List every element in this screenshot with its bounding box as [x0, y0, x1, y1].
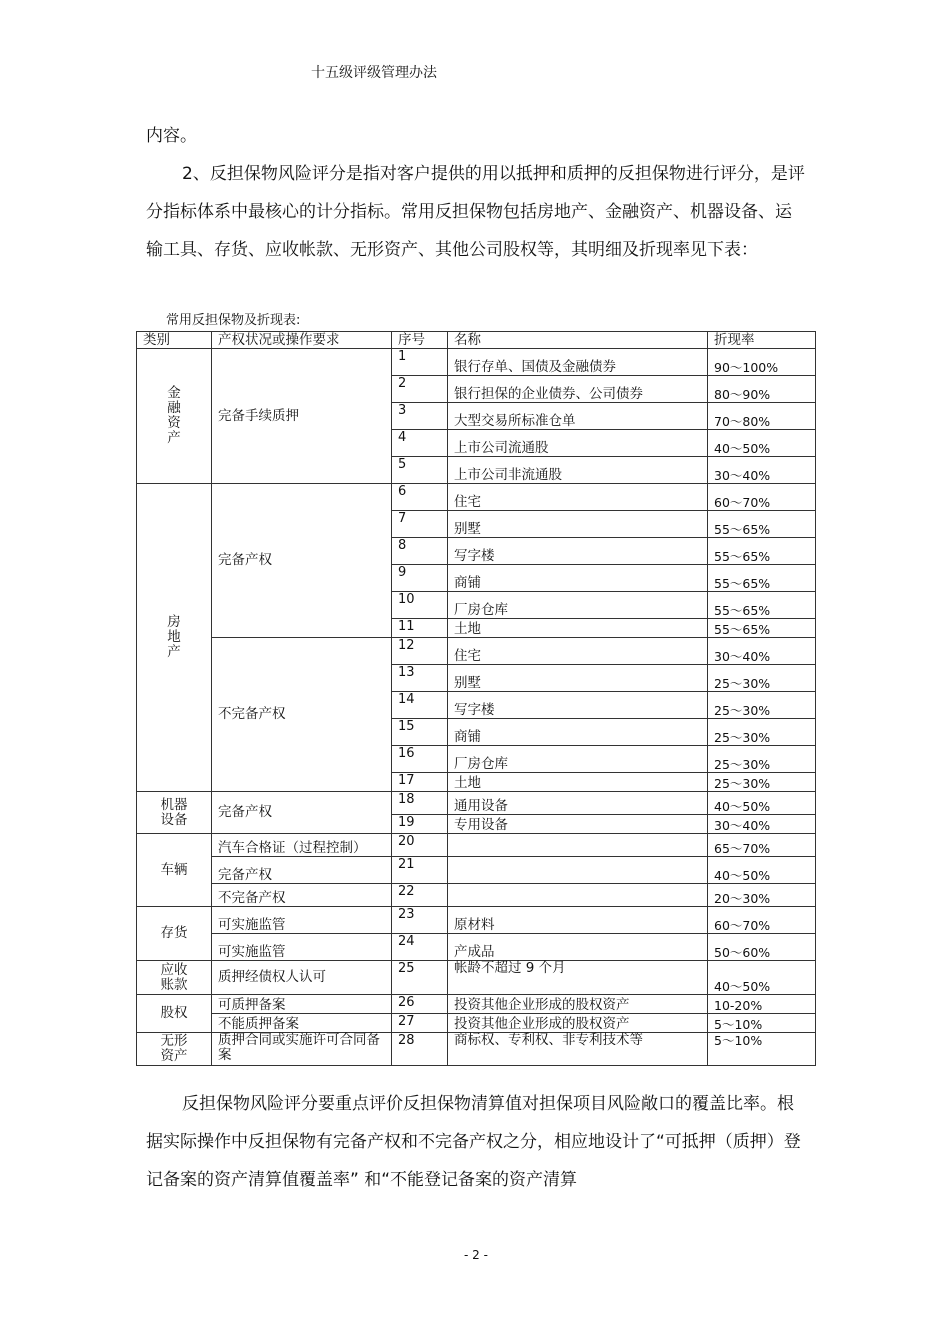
row-number: 17: [392, 773, 448, 792]
row-rate: 5～10%: [708, 1014, 816, 1033]
row-name: 写字楼: [448, 692, 708, 719]
category-intangible: 无形资产: [137, 1033, 212, 1066]
counter-guarantee-table: [136, 331, 816, 1066]
row-name: [448, 834, 708, 857]
row-rate: 55～65%: [708, 592, 816, 619]
table-row: [137, 961, 816, 995]
header-requirement: 产权状况或操作要求: [212, 332, 392, 349]
row-rate: 40～50%: [708, 792, 816, 815]
row-number: 14: [392, 692, 448, 719]
row-rate: 25～30%: [708, 773, 816, 792]
row-name: 帐龄不超过 9 个月: [448, 961, 708, 995]
row-name: 通用设备: [448, 792, 708, 815]
row-name: 厂房仓库: [448, 746, 708, 773]
paragraph-continuation: 内容。: [146, 126, 197, 146]
page-header: 十五级评级管理办法: [311, 65, 437, 81]
row-name: 写字楼: [448, 538, 708, 565]
row-name: 土地: [448, 773, 708, 792]
row-number: 13: [392, 665, 448, 692]
row-number: 25: [392, 961, 448, 995]
row-rate: 5～10%: [708, 1033, 816, 1066]
requirement-equity-1: 可质押备案: [212, 995, 392, 1014]
row-rate: 50～60%: [708, 934, 816, 961]
table-row: [137, 857, 816, 884]
row-name: 专用设备: [448, 815, 708, 834]
row-number: 9: [392, 565, 448, 592]
table-row: [137, 638, 816, 665]
row-number: 2: [392, 376, 448, 403]
row-name: [448, 857, 708, 884]
row-number: 3: [392, 403, 448, 430]
row-number: 8: [392, 538, 448, 565]
category-equity: 股权: [137, 995, 212, 1033]
row-rate: 60～70%: [708, 907, 816, 934]
row-name: 别墅: [448, 511, 708, 538]
row-number: 28: [392, 1033, 448, 1066]
category-realestate: 房地产: [137, 484, 212, 792]
category-receivable: 应收账款: [137, 961, 212, 995]
row-number: 20: [392, 834, 448, 857]
table-row: [137, 995, 816, 1014]
row-name: 别墅: [448, 665, 708, 692]
row-rate: 55～65%: [708, 511, 816, 538]
requirement-vehicle-full: 完备产权: [212, 857, 392, 884]
row-rate: 90～100%: [708, 349, 816, 376]
row-rate: 20～30%: [708, 884, 816, 907]
row-rate: 55～65%: [708, 538, 816, 565]
requirement-vehicle-cert: 汽车合格证（过程控制）: [212, 834, 392, 857]
row-name: 大型交易所标准仓单: [448, 403, 708, 430]
category-vehicle: 车辆: [137, 834, 212, 907]
requirement-equity-2: 不能质押备案: [212, 1014, 392, 1033]
row-number: 22: [392, 884, 448, 907]
paragraph-coverage-ratio: 反担保物风险评分要重点评价反担保物清算值对担保项目风险敞口的覆盖比率。根据实际操作中反担保物有完备产权和不完备产权之分，相应地设计了“可抵押（质押）登记备案的资产清算值覆盖率” 和“不能登记备案的资产清算: [146, 1094, 801, 1190]
requirement-pledge: 完备手续质押: [212, 349, 392, 484]
table-row: [137, 484, 816, 511]
row-name: 厂房仓库: [448, 592, 708, 619]
table-row: [137, 907, 816, 934]
row-name: 上市公司流通股: [448, 430, 708, 457]
row-number: 5: [392, 457, 448, 484]
category-inventory: 存货: [137, 907, 212, 961]
row-number: 11: [392, 619, 448, 638]
row-rate: 70～80%: [708, 403, 816, 430]
row-number: 1: [392, 349, 448, 376]
table-row: [137, 349, 816, 376]
row-number: 23: [392, 907, 448, 934]
row-rate: 40～50%: [708, 430, 816, 457]
row-rate: 25～30%: [708, 719, 816, 746]
header-rate: 折现率: [708, 332, 816, 349]
row-number: 15: [392, 719, 448, 746]
row-number: 6: [392, 484, 448, 511]
row-number: 21: [392, 857, 448, 884]
requirement-receivable: 质押经债权人认可: [212, 961, 392, 995]
table-caption: 常用反担保物及折现表:: [166, 313, 301, 328]
row-name: 住宅: [448, 484, 708, 511]
table-header-row: [137, 332, 816, 349]
table-row: [137, 1014, 816, 1033]
row-number: 26: [392, 995, 448, 1014]
requirement-inventory-2: 可实施监管: [212, 934, 392, 961]
row-rate: 25～30%: [708, 746, 816, 773]
paragraph-counter-guarantee-intro: 2、反担保物风险评分是指对客户提供的用以抵押和质押的反担保物进行评分，是评分指标体系中最核心的计分指标。常用反担保物包括房地产、金融资产、机器设备、运输工具、存货、应收帐款、无形资产、其他公司股权等，其明细及折现率见下表：: [146, 164, 805, 260]
row-name: 投资其他企业形成的股权资产: [448, 995, 708, 1014]
row-name: 原材料: [448, 907, 708, 934]
table-row: [137, 1033, 816, 1066]
row-rate: 55～65%: [708, 565, 816, 592]
row-name: 银行担保的企业债券、公司债券: [448, 376, 708, 403]
row-name: 投资其他企业形成的股权资产: [448, 1014, 708, 1033]
row-name: 商标权、专利权、非专利技术等: [448, 1033, 708, 1066]
row-number: 18: [392, 792, 448, 815]
row-number: 7: [392, 511, 448, 538]
header-number: 序号: [392, 332, 448, 349]
row-rate: 40～50%: [708, 961, 816, 995]
row-rate: 65～70%: [708, 834, 816, 857]
category-machinery: 机器设备: [137, 792, 212, 834]
requirement-partial-title: 不完备产权: [212, 638, 392, 792]
row-rate: 40～50%: [708, 857, 816, 884]
row-name: 银行存单、国债及金融债券: [448, 349, 708, 376]
row-number: 19: [392, 815, 448, 834]
row-rate: 10-20%: [708, 995, 816, 1014]
header-category: 类别: [137, 332, 212, 349]
row-number: 10: [392, 592, 448, 619]
row-rate: 25～30%: [708, 692, 816, 719]
row-rate: 60～70%: [708, 484, 816, 511]
table-row: [137, 934, 816, 961]
row-rate: 55～65%: [708, 619, 816, 638]
table-row: [137, 792, 816, 815]
row-rate: 30～40%: [708, 638, 816, 665]
table-row: [137, 884, 816, 907]
row-name: 商铺: [448, 719, 708, 746]
table-row: [137, 834, 816, 857]
requirement-inventory-1: 可实施监管: [212, 907, 392, 934]
requirement-machinery-full: 完备产权: [212, 792, 392, 834]
row-name: 住宅: [448, 638, 708, 665]
requirement-intangible: 质押合同或实施许可合同备案: [212, 1033, 392, 1066]
row-number: 16: [392, 746, 448, 773]
row-name: 上市公司非流通股: [448, 457, 708, 484]
row-name: 产成品: [448, 934, 708, 961]
header-name: 名称: [448, 332, 708, 349]
row-rate: 80～90%: [708, 376, 816, 403]
row-name: 商铺: [448, 565, 708, 592]
requirement-full-title: 完备产权: [212, 484, 392, 638]
row-number: 27: [392, 1014, 448, 1033]
requirement-vehicle-partial: 不完备产权: [212, 884, 392, 907]
row-rate: 25～30%: [708, 665, 816, 692]
row-number: 12: [392, 638, 448, 665]
row-name: 土地: [448, 619, 708, 638]
page-number: - 2 -: [464, 1248, 488, 1262]
category-finance: 金融资产: [137, 349, 212, 484]
row-rate: 30～40%: [708, 457, 816, 484]
row-name: [448, 884, 708, 907]
row-number: 24: [392, 934, 448, 961]
row-rate: 30～40%: [708, 815, 816, 834]
row-number: 4: [392, 430, 448, 457]
